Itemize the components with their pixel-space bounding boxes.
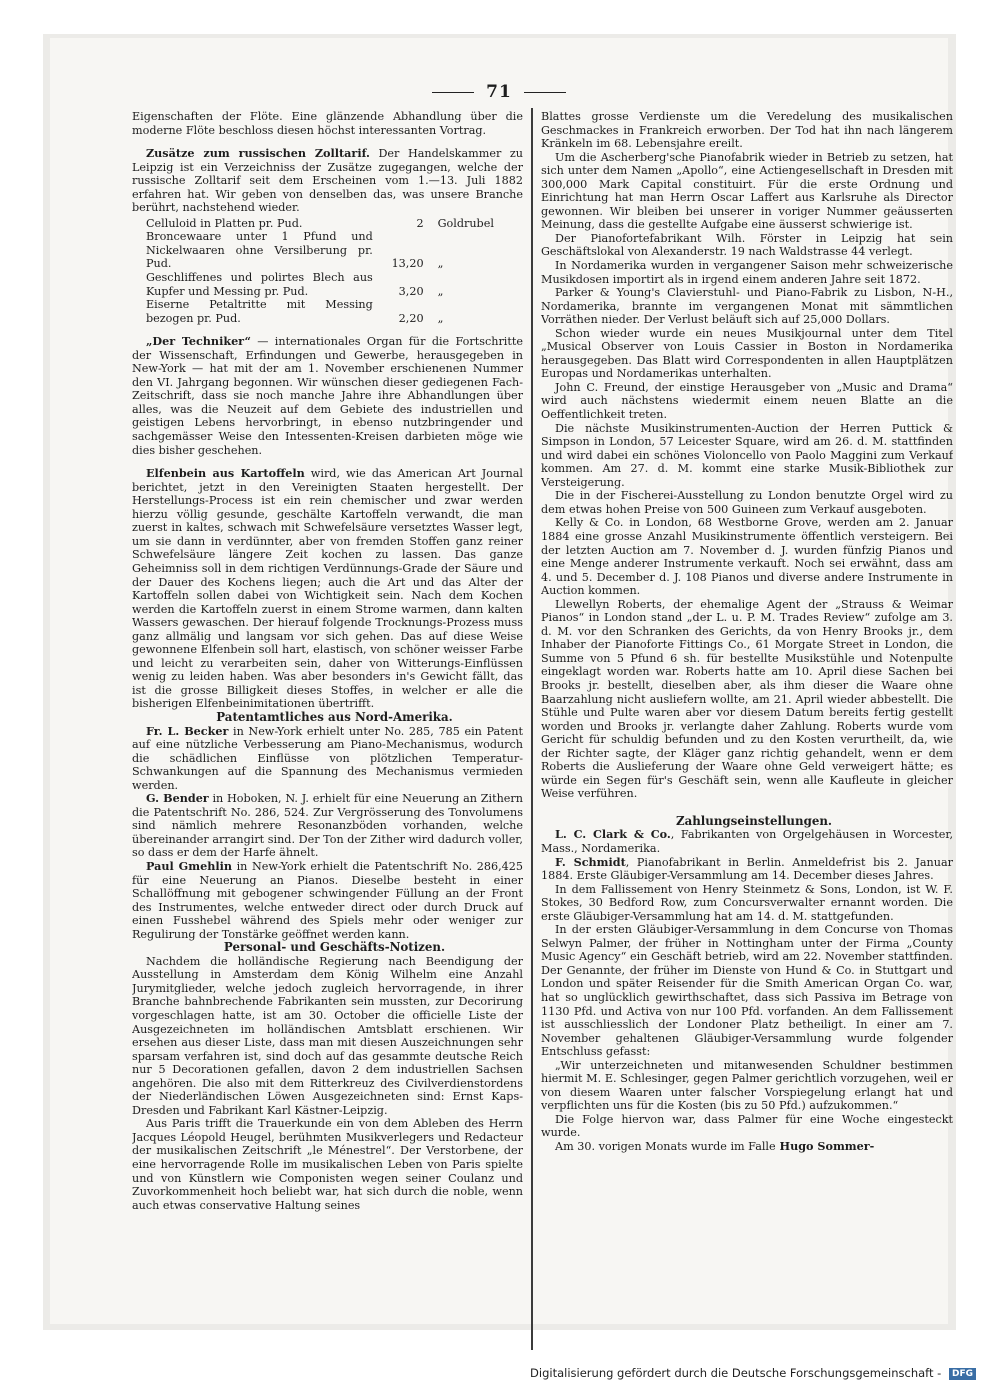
techniker-title: „Der Techniker“ (146, 334, 251, 349)
notice-paragraph: Kelly & Co. in London, 68 Westborne Grove, werden am 2. Januar 1884 eine grosse Anzahl Musikinstrumente öffentlich versteigern. Bei der letzten Auction am 7. November d. J. wurden fünfzig Pianos und eine Menge anderer Instrumente verkauft. Noch sei erwähnt, dass am 4. und 5. December d. J. 108 Pianos und diverse andere Instrumente in Auction kommen. (541, 516, 953, 598)
techniker-paragraph: „Der Techniker“ — internationales Organ für die Fortschritte der Wissenschaft, Erfindungen und Gewerbe, herausgegeben in New-York — hat mit der am 1. November erschienenen Nummer den VI. Jahrgang begonnen. Wir wünschen dieser gediegenen Fach-Zeitschrift, dass sie noch manche Jahre ihre Abhandlungen über alles, was die Neuzeit auf dem Gebiete des industriellen und geistigen Lebens hervorbringt, in ebenso nutzbringender und sachgemässer Weise den Intessenten-Kreisen darbieten möge wie dies bisher geschehen. (132, 334, 523, 457)
notice-paragraph: Parker & Young's Clavierstuhl- und Piano-Fabrik zu Lisbon, N-H., Nordamerika, brannte im vergangenen Monat mit sämmtlichen Vorräthen nieder. Der Verlust beläuft sich auf 25,000 Dollars. (541, 286, 953, 327)
intro-paragraph: Eigenschaften der Flöte. Eine glänzende Abhandlung über die moderne Flöte beschloss diesen höchst interessanten Vortrag. (132, 110, 523, 137)
zahlung-item: In der ersten Gläubiger-Versammlung in dem Concurse von Thomas Selwyn Palmer, der früher in Nottingham unter der Firma „County Music Agency“ ein Geschäft betrieb, wird am 22. November stattfinden. Der Genannte, der früher im Dienste von Hund & Co. in Stuttgart und London und später Reisender für die Smith American Organ Co. war, hat so unglücklich gewirthschaftet, dass sich Passiva im Betrage von 1130 Pfd. und Activa von nur 100 Pfd. vorfanden. An dem Fallissement ist ausschliesslich der Londoner Platz betheiligt. In einer am 7. November gehaltenen Gläubiger-Versammlung wurde folgender Entschluss gefasst: (541, 923, 953, 1059)
patent-item: Paul Gmehlin in New-York erhielt die Patentschrift No. 286,425 für eine Neuerung an Pianos. Dieselbe besteht in einer Schallöffnung mit gebogener schwingender Füllung an der Front des Instrumentes, welche entweder direct oder durch Druck auf einen Fusshebel während des Spiels mehr oder weniger zur Regulirung der Tonstärke geöffnet werden kann. (132, 858, 523, 941)
notice-paragraph: Um die Ascherberg'sche Pianofabrik wieder in Betrieb zu setzen, hat sich unter dem Namen „Apollo“, eine Actiengesellschaft in Dresden mit 300,000 Mark Capital constituirt. Für die erste Ordnung und Einrichtung hat man Herrn Oscar Laffert aus Karlsruhe als Director gewonnen. Wir bleiben bei unserer in voriger Nummer geäusserten Meinung, dass die gestellte Aufgabe eine äusserst schwierige ist. (541, 150, 953, 232)
tariff-row: Geschliffenes und polirtes Blech aus Kupfer und Messing pr. Pud. 3,20 „ (146, 271, 444, 298)
notice-paragraph: John C. Freund, der einstige Herausgeber von „Music and Drama“ wird auch nächstens wiedermit einem neuen Blatte an die Oeffentlichkeit treten. (541, 380, 953, 422)
notice-paragraph: Blattes grosse Verdienste um die Veredelung des musikalischen Geschmackes in Frankreich erworben. Der Tod hat ihn nach längerem Kränkeln im 68. Lebensjahre ereilt. (541, 110, 953, 151)
dfg-footer (530, 1366, 976, 1380)
tariff-row: Celluloid in Platten pr. Pud. 2 Goldrubel (146, 216, 494, 230)
dfg-logo: DFG (949, 1368, 976, 1380)
zahlung-item: L. C. Clark & Co., Fabrikanten von Orgelgehäusen in Worcester, Mass., Nordamerika. (541, 827, 953, 855)
left-column (132, 110, 523, 1335)
tariff-table (146, 217, 523, 325)
tariff-row: Broncewaare unter 1 Pfund und Nickelwaaren ohne Versilberung pr. Pud. 13,20 „ (146, 230, 444, 271)
zahlung-heading: Zahlungseinstellungen. (675, 813, 833, 828)
zahlung-item: In dem Fallissement von Henry Steinmetz & Sons, London, ist W. F. Stokes, 30 Bedford Row, zum Concursverwalter ernannt worden. Die erste Gläubiger-Versammlung hat am 14. d. M. stattgefunden. (541, 882, 953, 923)
patent-heading: Patentamtliches aus Nord-Amerika. (216, 709, 453, 724)
notice-paragraph: Llewellyn Roberts, der ehemalige Agent der „Strauss & Weimar Pianos“ in London stand „der L. u. P. M. Trades Review“ zufolge am 3. d. M. vor den Schranken des Gerichts, da von Henry Brooks jr., dem Inhaber der Pianoforte Fittings Co., 61 Morgate Street in London, die Summe von 5 Pfund 6 sh. für bestellte Musikstühle und Notenpulte eingeklagt worden war. Roberts hatte am 10. April diese Sachen bei Brooks jr. bestellt, dieselben aber, als ihm dieser die Waare ohne Baarzahlung nicht ausliefern wollte, am 21. April wieder abbestellt. Die Stühle und Pulte waren aber vor diesem Datum bereits fertig gestellt worden und Brooks jr. verlangte daher Zahlung. Roberts wurde vom Gericht für schuldig befunden und zu den Kosten verurtheilt, da, wie der Richter sagte, der Kläger ganz richtig gehandelt, wenn er dem Roberts die Auslieferung der Waare ohne Geld verweigert hätte; es würde ein Segen für's Geschäft sein, wenn alle Kaufleute in gleicher Weise verführen. (541, 597, 953, 801)
tariff-row: Eiserne Petaltritte mit Messing bezogen pr. Pud. 2,20 „ (146, 298, 444, 325)
resolution-quote: „Wir unterzeichneten und mitanwesenden Schuldner bestimmen hiermit M. E. Schlesinger, gegen Palmer gerichtlich vorzugehen, weil er von diesem Waaren unter falscher Vorspiegelung erlangt hat und verpflichten uns für die Kosten (bis zu 50 Pfd.) aufzukommen.“ (541, 1058, 953, 1113)
column-divider (531, 108, 533, 1350)
zolltarif-title: Zusätze zum russischen Zolltarif. (146, 146, 370, 161)
personal-paragraph: Aus Paris trifft die Trauerkunde ein von dem Ableben des Herrn Jacques Léopold Heugel, berühmten Musikverlegers und Redacteur der musikalischen Zeitschrift „le Ménestrel“. Der Verstorbene, der eine hervorragende Rolle im musikalischen Leben von Paris spielte und von Künstlern wie Componisten wegen seiner Coulanz und Zuvorkommenheit hoch beliebt war, hat sich durch die noble, wenn auch etwas conservative Haltung seines (132, 1117, 523, 1212)
zahlung-item: Die Folge hiervon war, dass Palmer für eine Woche eingesteckt wurde. (541, 1112, 953, 1140)
zolltarif-paragraph: Zusätze zum russischen Zolltarif. Der Handelskammer zu Leipzig ist ein Verzeichniss der Zusätze zugegangen, welche der russische Zolltarif seit dem Erscheinen vom 1.—13. Juli 1882 erfahren hat. Wir geben von denselben das, was unsere Branche berührt, nachstehend wieder. (132, 146, 523, 215)
notice-paragraph: Schon wieder wurde ein neues Musikjournal unter dem Titel „Musical Observer von Louis Cassier in Boston in Nordamerika herausgegeben. Das Blatt wird Correspondenten in allen Hauptplätzen Europas und Nordamerikas unterhalten. (541, 326, 953, 381)
elfenbein-title: Elfenbein aus Kartoffeln (146, 466, 305, 481)
zahlung-item: F. Schmidt, Pianofabrikant in Berlin. Anmeldefrist bis 2. Januar 1884. Erste Gläubiger-Versammlung am 14. December dieses Jahres. (541, 854, 953, 883)
personal-heading: Personal- und Geschäfts-Notizen. (223, 940, 446, 955)
notice-paragraph: In Nordamerika wurden in vergangener Saison mehr schweizerische Musikdosen importirt als in irgend einem anderen Jahre seit 1872. (541, 259, 953, 286)
page-number: 71 (50, 82, 948, 102)
patent-item: G. Bender in Hoboken, N. J. erhielt für eine Neuerung an Zithern die Patentschrift No. 286, 524. Zur Vergrösserung des Tonvolumens sind nämlich mehrere Resonanzböden vorhanden, welche übereinander arrangirt sind. Der Ton der Zither wird dadurch voller, so dass er dem der Harfe ähnelt. (132, 791, 523, 860)
zahlung-item: Am 30. vorigen Monats wurde im Falle Hugo Sommer- (555, 1139, 875, 1154)
newspaper-page (50, 38, 953, 1324)
personal-paragraph: Nachdem die holländische Regierung nach Beendigung der Ausstellung in Amsterdam dem König Wilhelm eine Anzahl Jurymitglieder, welche jedoch zugleich hervorragende, in ihrer Branche bahnbrechende Fabrikanten sein mussten, zur Decorirung vorgeschlagen hatte, ist am 30. October die officielle Liste der Ausgezeichneten im holländischen Amtsblatt erschienen. Wir ersehen aus dieser Liste, dass man mit diesen Auszeichnungen sehr sparsam verfahren ist, sind doch auf das gesammte deutsche Reich nur 5 Decorationen gefallen, davon 2 dem industriellen Sachsen angehören. Die also mit dem Ritterkreuz des Civilverdienstordens der Niederländischen Löwen Ausgezeichneten sind: Ernst Kaps-Dresden und Fabrikant Karl Kästner-Leipzig. (132, 954, 523, 1117)
notice-paragraph: Die in der Fischerei-Ausstellung zu London benutzte Orgel wird zu dem etwas hohen Preise von 500 Guineen zum Verkauf ausgeboten. (541, 489, 953, 516)
right-column (541, 110, 953, 1335)
notice-paragraph: Der Pianofortefabrikant Wilh. Förster in Leipzig hat sein Geschäftslokal von Alexanderstr. 19 nach Waldstrasse 44 verlegt. (541, 231, 953, 259)
elfenbein-paragraph: Elfenbein aus Kartoffeln wird, wie das American Art Journal berichtet, jetzt in den Vereinigten Staaten hergestellt. Der Herstellungs-Process ist ein rein chemischer und zwar werden hierzu völlig gesunde, geschälte Kartoffeln verwandt, die man zuerst in kaltes, schwach mit Schwefelsäure versetztes Wasser legt, um sie dann in verdünnter, aber von fremden Stoffen ganz reiner Schwefelsäure längere Zeit kochen zu lassen. Das ganze Geheimniss soll in dem richtigen Verdünnungs-Grade der Säure und der Dauer des Kochens liegen; auch die Art und das Alter der Kartoffeln sollen dabei von Wichtigkeit sein. Nach dem Kochen werden die Kartoffeln zuerst in einem Strome warmen, dann kalten Wassers gewaschen. Der hierauf folgende Trocknungs-Prozess muss ganz allmälig und langsam vor sich gehen. Das auf diese Weise gewonnene Elfenbein soll hart, elastisch, von schöner weisser Farbe und leicht zu verarbeiten sein, daher von Witterungs-Einflüssen wenig zu leiden haben. Was aber besonders in's Gewicht fällt, das ist die grosse Billigkeit dieses Stoffes, in welcher er alle die bisherigen Elfenbeinimitationen übertrifft. (132, 466, 523, 711)
patent-item: Fr. L. Becker in New-York erhielt unter No. 285, 785 ein Patent auf eine nützliche Verbesserung am Piano-Mechanismus, wodurch die schädlichen Einflüsse von plötzlichen Temperatur-Schwankungen auf die Spannung des Mechanismus vermieden werden. (132, 723, 523, 792)
footer-text: Digitalisierung gefördert durch die Deutsche Forschungsgemeinschaft - (530, 1366, 942, 1380)
notice-paragraph: Die nächste Musikinstrumenten-Auction der Herren Puttick & Simpson in London, 57 Leicester Square, wird am 26. d. M. stattfinden und wird dabei ein schönes Violoncello von Paolo Maggini zum Verkauf kommen. Am 27. d. M. kommt eine starke Musik-Bibliothek zur Versteigerung. (541, 421, 953, 489)
